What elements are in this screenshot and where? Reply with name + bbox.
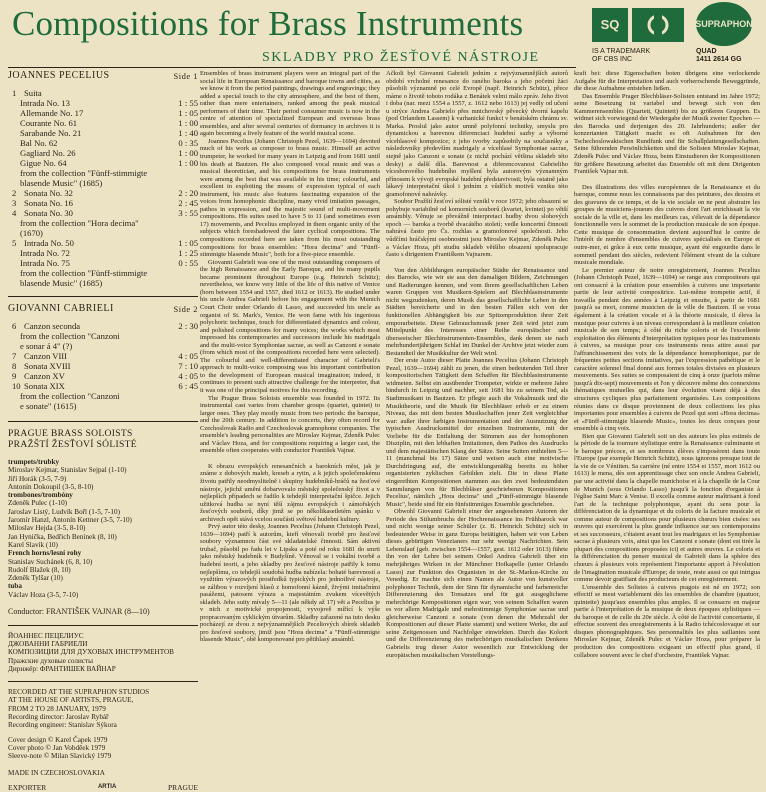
track-name: from the collection "Fünff-stimmigte — [20, 268, 148, 278]
track-duration: 1 : 05 — [178, 238, 198, 248]
performer: Stanislav Suchánek (6, 8, 10) — [8, 557, 93, 566]
track-title — [20, 128, 81, 138]
track-title — [20, 158, 67, 168]
track-number: 3 — [12, 198, 17, 208]
trademark-line1: IS A TRADEMARK — [592, 48, 651, 55]
note-paragraph: Prvý autor této desky, Joannes Pecelius (Johann Christoph Pezel, 1639—1694) patří k autorům, kteří věnovali tvorbě pro žesťové soubory významnou část své skladatelské činnosti. Sám aktivní trubač, působil po řadu let v Lipsku a poté od roku 1681 do smrti jako městský hudebník v Budyšíně. Věnoval se i vokální tvorbě a hudební teorii, a jeho skladby pro žesťové nástroje patřily k tomu nejlepšímu, co tehdejší soudobá hudba nabízela: bohaté barevností a využitím výrazových prostředků typických pro jednotlivé nástroje, se zálibou v rozvíjení hlasů z homofonní kázně, živými imitačními pasážemi, patosem výrazu a majestátním zvukem vícevětých skladeb. Jeho suity mívaly 5—11 (ale někdy až 17) vět a Pecelius je v nich z motivické propojenosti, vyvojově mířící k výše propracovaným cyklickým útvarům. Skladby zařazené na tuto desku pocházejí ze dvou z nejvýznamnějších Peceliových sbírek skladeb pro žesťové soubory, jimiž jsou "Hora decima" a "Fünff-stimmigte blasende Music", obě komponované pro pětihlasý ansámbl. — [200, 523, 380, 644]
side-label: Side 2 — [173, 304, 198, 314]
track-row — [8, 238, 198, 248]
track-row — [8, 371, 198, 381]
track-title — [12, 381, 65, 391]
track-row — [8, 278, 198, 288]
track-name: Sonata No. 32 — [24, 188, 73, 198]
credit-line: КОМПОЗИЦИИ ДЛЯ ДУХОВЫХ ИНСТРУМЕНТОВ — [8, 648, 174, 657]
credit-line: Recording director: Jaroslav Rybář — [8, 713, 109, 722]
performer: Jan Hynička, Bedřich Benínek (8, 10) — [8, 532, 117, 541]
composer-name: GIOVANNI CABRIELI — [8, 303, 114, 314]
track-duration: 1 : 00 — [178, 118, 198, 128]
performer: Miroslav Kejmar, Stanislav Sejpal (1-10) — [8, 466, 127, 475]
track-name: Sonata No. 16 — [24, 198, 73, 208]
performer: Zdeněk Pulec (1-10) — [8, 499, 68, 508]
russian-credits — [8, 632, 198, 673]
track-title — [20, 331, 120, 341]
track-name: Canzon seconda — [24, 321, 81, 331]
track-row — [8, 158, 198, 168]
performer: Jaroslav Listý, Ludvík Bořl (1-5, 7-10) — [8, 507, 120, 516]
trademark-line2: OF CBS INC — [592, 56, 633, 63]
track-row — [8, 178, 198, 188]
note-paragraph: Des illustrations des villes européennes de la Renaissance et du baroque, comme nous les connaissons par des peintures, des dessins et des gravures de ce temps, et de la vie sociale on ne peut abstraire les groupes de musiciens-joueurs des cuivres dont l'art enrichissait la vie sociale de la ville et, dans les meilleurs cas, s'élevait de la dépendance fonctionnelle vers le sommet de la production musicale de son époque. Cette musique de consommation devient aujourd'hui le centre de l'intérêt de nombre d'ensembles de cuivres spécialisés en Europe et outre-mer, et grâce à eux cette musique, ayant été engourdie dans le sommeil pendant des siècles, redevient l'élément vivant de la culture musicale mondiale. — [574, 183, 760, 267]
track-name: Canzon XV — [24, 371, 65, 381]
performers-list — [8, 458, 198, 599]
track-row — [8, 248, 198, 258]
track-duration: 7 : 10 — [178, 361, 198, 371]
track-row — [8, 391, 198, 401]
track-title — [20, 178, 102, 188]
note-paragraph: Soubor Pražští žesťoví sólisté vznikl v roce 1972; jeho obsazení se pohybuje variabilně od komorních souborů (kvartet, kvintet) po větší ansámbly. Věnuje se převážně interpretaci hudby dvou slohových epoch — baroka a tvorbě dvacátého století; vedle koncertní činnosti nahrává často pro Čs. rozhlas a gramofonové společnosti. Jeho vůdčími hráčskými osobnostmi jsou Miroslav Kejmar, Zdeněk Pulec a Václav Hoza, při studiu skladeb většího obsazení spolupracuje často s dirigentem Františkem Vajnarem. — [386, 198, 568, 259]
track-name: Bal No. 62 — [20, 138, 58, 148]
track-row — [8, 341, 198, 351]
track-duration: 1 : 55 — [178, 98, 198, 108]
track-title — [20, 268, 147, 278]
gabrieli-header — [8, 303, 198, 315]
performer: Antonín Dokoupil (3-5, 8-10) — [8, 482, 94, 491]
paragraph-gap — [386, 259, 568, 267]
track-row — [8, 361, 198, 371]
credit-line: Recording engineer: Stanislav Sýkora — [8, 721, 117, 730]
prague-label: PRAGUE — [167, 782, 198, 792]
track-number: 1 — [12, 88, 17, 98]
note-paragraph: Bien que Giovanni Gabrieli soit un des auteurs les plus estimés de la période de la tournure stylistique entre la Renaissance culminante et le baroque précoce, et ses nombreux élèves s'imposèrent dans toute l'Europe (par exemple Heinrich Schütz), nous ignorons presque tout de la vie de ce Vénitien. Sa carrière (né entre 1554 et 1557, mort 1612 ou 1613) le mena, dès son apprentissage chez son oncle Andrea Gabrieli, par une activité dans la chapelle munichoise et à la chapelle de la Cour de Munich (sous Orlando Lasso) jusqu'à la fonction d'organiste à l'église Saint Marc à Venise. Il excella comme auteur maîtrisant à fond l'art de la technique polyphonique, ayant du sens pour la différenciation de la dynamique et du coloris de la facture musicale et comme auteur de compositions pour plusieurs chœurs bien cisées: ses œuvres qui exercèrent la plus grande influence sur ses contemporains et ses successeurs, c'étaient avant tout les madrigaux et les Symphoniae sacrae à plusieurs voix, ainsi que les Canzoni e sonate (dont est tirée la plupart des compositions proposées ici) et autres œuvres. Le coloris et la différenciation du penser musical de Gabrieli dans la sphère des chœurs à plusieurs voix représentent l'importante apport à l'évolution de l'imagination musicale d'Europe; de toute, reste aussi ce qui intrigua comme devoir gratifiant des producteurs de cet enregistrement. — [574, 432, 760, 584]
note-paragraph: Obwohl Giovanni Gabrieli einer der angesehensten Autoren der Periode des Stilumbruchs der Hochrenaissance ins Frühbarock war und nicht wenige seiner Schüler (z. B. Heinrich Schütz) sich in bedeutender Weise in ganz Europa betätigten, haben wir von Leben dieses gebürtigen Venezianers nur sehr wenige Nachrichten. Sein Lebenslauf (geb. zwischen 1554—1557, gest. 1612 oder 1613) führte ihn von der Lehre bei seinem Onkel Andrea Gabrieli über ein mehrjähriges Wirken in der Münchner Hofkapelle (unter Orlando Lasso) zur Funktion des Organisten in der St.-Markus-Kirche zu Venedig. Er machte sich einen Namen als Autor von kunstvoller polyphoner Technik, dem der Sinn für dynamische und farbenreiche Differenzierung des Tonsatzes und für gut ausgeglichene mehrchörige Kompositionen eigen war; von seinem Schaffen waren es vor allem Madrigale und mehrstimmige Symphoniae sacrae und gleicherweise Canzoni e sonate (von denen die Mehrzahl der Kompositionen auf dieser Platte stammt) und weitere Werke, die auf seine Zeitgenossen und Nachfolger einwirkten. Durch das Kolorit und die Differenzierung des mehrchörigen musikalischen Denkens Gabrielis trug dieser Autor wesentlich zur Entwicklung der europäischen musikalischen Vorstellungs- — [386, 508, 568, 659]
conductor: Conductor: FRANTIŠEK VAJNAR (8—10) — [8, 607, 150, 617]
note-paragraph: Ensembles of brass instrument players were an integral part of the social life in European Renaissance and baroque towns and cities, as we know it from the period paintings, drawings and engravings; they added a special touch to the city atmosphere, and the best of them, rather than mere entertainers, ranked among the peak musical performers of their time. Their period consumer music is now in the centre of attention of specialized European and overseas brass ensembles, and after several centuries of dormancy in archives it is again becoming a lively feature of the world musical scene. — [200, 70, 380, 138]
track-title — [20, 228, 43, 238]
track-row — [8, 138, 198, 148]
track-name: Sonata XVIII — [24, 361, 71, 371]
track-row — [8, 258, 198, 268]
instrument-group-head: trombones/trombóny — [8, 491, 73, 500]
header-rule — [8, 67, 576, 68]
credit-line: Пражские духовые солисты — [8, 656, 93, 665]
note-paragraph: L'ensemble des Solistes à cuivres pragois est né en 1972; son effectif se meut variablement dès les ensembles de chambre (quatuor, quintette) jusqu'aux ensembles plus amples. Il se consacre en majeur partie à l'interprétation de la musique de deux époques stylistiques — du baroque et de celle du 20e siècle. À côté de l'activité concertante, il effectue souvent des enregistrements à la Radio tchécoslovaque et sur disques phonographiques. Ses personnalités les plus saillantes sont Miroslav Kejmar, Zdeněk Pulec et Václav Hoza, pour préparer la production des compositions exigeant un effectif plus grand, il collabore souvent avec le chef d'orchestre, František Vajnar. — [574, 583, 760, 659]
performers-title-en: PRAGUE BRASS SOLOISTS — [8, 428, 133, 439]
track-row — [8, 218, 198, 228]
track-row — [8, 148, 198, 158]
track-duration: 4 : 05 — [178, 371, 198, 381]
track-title — [12, 351, 67, 361]
notes-column-3 — [574, 70, 760, 760]
performer: Miloslav Hejda (3-5, 8-10) — [8, 524, 86, 533]
track-duration: 1 : 00 — [178, 158, 198, 168]
track-number: 2 — [12, 188, 17, 198]
track-row — [8, 108, 198, 118]
track-number: 10 — [12, 381, 21, 391]
note-paragraph: Le premier auteur de notre enregistrement, Joannes Pecelius (Johann Christoph Pezel, 1639—1694) se range aux compositeurs qui ont consacré à la création pour ensembles à cuivres une importante partie de leur activité compositrice. Lui-même trompette actif, il travailla pendant des années à Leipzig et ensuite, à partir de 1681 jusqu'à sa mort, comme musicien de la ville de Bautzen. Il se voua également à la création vocale et à la théorie musicale, il éleva la musique pour cuivres à un niveau correspondant à la meilleure création musicale de son temps; à côté du riche coloris et de l'excellente exploitation des éléments d'interprétation typiques pour les instruments à cuivres, sa musique pour ces instruments nous attire aussi par l'affranchissement des voix de la dépendance homophonique, par de fréquentes petites sections imitatives, par l'expression pathétique et le caractère solennel final donné aux formes totales divisées en plusieurs mouvements. Ses suites se composaient de cinq à onze (parfois même jusqu'à dix-sept) mouvements et l'on y découvre même des connexions thématiques mutuelles qui, dans leur évolution visent déjà à des structures cycliques plus parfaitement organisées. Les compositions réunies dans ce disque proviennent de deux collections les plus importantes pour ensembles à cuivres de Pezel qui sont «Hora decima» et «Fünff-stimmigte blasende Music», toutes les deux conçues pour ensemble à cinq voix. — [574, 266, 760, 433]
track-name: from the collection "Fünff-stimmigte — [20, 168, 148, 178]
track-number: 4 — [12, 208, 17, 218]
track-row — [8, 188, 198, 198]
track-duration: 1 : 25 — [178, 248, 198, 258]
paragraph-gap — [574, 176, 760, 184]
track-row — [8, 198, 198, 208]
track-name: Courante No. 61 — [20, 118, 78, 128]
track-title — [20, 248, 70, 258]
track-duration: 2 : 45 — [178, 198, 198, 208]
exporter-label: EXPORTER — [8, 782, 47, 792]
made-in: MADE IN CZECHOSLOVAKIA — [8, 768, 105, 777]
credit-line: AT THE HOUSE OF ARTISTS, PRAGUE, — [8, 696, 134, 705]
credit-line: Cover photo © Jan Vobděek 1979 — [8, 743, 106, 752]
credit-line: RECORDED AT THE SUPRAPHON STUDIOS — [8, 688, 150, 697]
track-name: e sonate" (1615) — [20, 401, 77, 411]
performer: Václav Hoza (3-5, 7-10) — [8, 590, 79, 599]
track-duration: 3 : 55 — [178, 208, 198, 218]
note-paragraph: kraft bei: diese Eigenschaften boten übrigens eine verlockende Aufgabe für die Interpretation und auch vorherrschende Beweggründe, die diese Aufnahme entstehen ließen. — [574, 70, 760, 93]
pecelius-header — [8, 70, 198, 82]
track-title — [12, 208, 73, 218]
note-paragraph: Das Ensemble Prager Blechbläser-Solisten entstand im Jahre 1972; seine Besetzung ist variabel und bewegt sich von den Kammerensembles (Quartett, Quintett) bis zu größeren Gruppen. Es widmet sich vorwiegend der Wiedergabe der Musik zweier Epochen — des Barocks und derjenigen des 20. Jahrhunderts; außer der konzertanten Tätigkeit macht es oft Aufnahmen für den Tschechoslowakischen Rundfunk und für Schallplattengesellschaften. Seine führenden Persönlichkeiten sind die Solisten Miroslav Kejmar, Zdeněk Pulec und Václav Hoza, beim Einstudieren der Kompositionen für größere Besetzung arbeitet das Ensemble oft mit dem Dirigenten František Vajnar mit. — [574, 92, 760, 176]
divider — [8, 296, 198, 297]
track-title — [12, 188, 73, 198]
performer: Rudolf Blažek (8, 10) — [8, 565, 71, 574]
track-name: Suita — [24, 88, 42, 98]
track-duration: 4 : 05 — [178, 351, 198, 361]
tracklist-column — [8, 70, 198, 792]
note-paragraph: Der erste Autor dieser Platte Joannes Pecelius (Johann Christoph Pezel, 1639—1694) zählt zu jenen, die einen bedeutenden Teil ihrer kompositorischen Tätigkeit dem Schaffen für Blechblasinstrumente widmeten. Selbst ein ausübender Trompeter, wirkte er mehrere Jahre hindurch in Leipzig und nachher, seit 1681 bis zu seinem Tod, als Stadtmusikant in Bautzen. Er pflegte auch die Vokalmusik und die Musiktheorie, und die Musik für Blechbläser erhob er zu einem Niveau, das mit dem besten Musikschaffen jener Zeit vergleichbar war: außer ihrer farbigen Instrumentation und der Ausnutzung der typischen Ausdrucksmittel der einzelnen Instrumente, mit der Vorliebe für die Entfaltung der Stimmen aus der homophonen Disziplin, mit den lebhaften Imitationen, dem Pathos des Ausdrucks und dem majestätischen Klang der Sätze. Seine Suiten enthielten 5—11 (manchmal bis 17) Sätze und weisen auch eine motivische Durchdringung auf, die entwicklungsmäßig bereits zu höher organisierten zyklischen Gebilden zielt. Die in diese Platte eingereihten Kompositionen stammen aus den zwei bedeutendsten Sammlungen von für Blechbläser geschriebenen Kompositionen Pecelius', nämlich „Hora decima" und „Fünff-stimmigte blasende Music", beide sind für ein fünfstimmiges Ensemble geschrieben. — [386, 357, 568, 508]
track-title — [20, 391, 120, 401]
pecelius-tracklist — [8, 88, 198, 288]
track-title — [20, 118, 77, 128]
album-title: Compositions for Brass Instruments — [12, 4, 524, 43]
track-name: Canzon VIII — [24, 351, 68, 361]
track-row — [8, 268, 198, 278]
track-name: Intrada No. 75 — [20, 258, 70, 268]
notes-column-2 — [386, 70, 568, 760]
track-number: 9 — [12, 371, 17, 381]
album-subtitle: SKLADBY PRO ŽESŤOVÉ NÁSTROJE — [262, 50, 540, 65]
recording-credits — [8, 688, 198, 729]
note-paragraph: Von den Abbildungen europäischer Städte der Renaissance und des Barocks, wie wir sie aus den damaligen Bildern, Zeichnungen und Radierungen kennen, und vom ihrem gesellschaftlichen Leben waren Gruppen von Musikern-Spielern auf Blechblasinstrumente nicht wegzudenken, deren Musik das gesellschaftliche Leben in den Städten bereicherte und in den besten Fällen sich von der funktionellen Abhängigkeit bis zur Spitzenproduktion ihrer Zeit emporarbeitete. Diese Gebrauchsmusik jener Zeit wird jetzt zum Mittelpunkt des Interesses einer Reihe europäischer und überseeischer Blechinstrumenten-Ensembles, dank denen sie nach mehrhundertjährigem Schlaf im Dunkel der Archive jetzt wieder zum Bestandteil der Musikkultur der Welt wird. — [386, 266, 568, 357]
paragraph-gap — [200, 455, 380, 463]
performers-title-cz: PRAŽŠTÍ ŽESŤOVÍ SÓLISTÉ — [8, 439, 137, 450]
track-name: Intrada No. 50 — [24, 238, 74, 248]
track-title — [12, 371, 65, 381]
track-duration: 0 : 55 — [178, 258, 198, 268]
sq-logo: SQ — [592, 8, 628, 42]
track-name: Intrada No. 72 — [20, 248, 70, 258]
credit-line: ДЖОВАННИ ГАБРИЕЛИ — [8, 639, 88, 648]
supraphon-logo: SUPRAPHON — [696, 2, 752, 46]
logo-block — [592, 2, 762, 68]
track-row — [8, 401, 198, 411]
track-row — [8, 381, 198, 391]
track-title — [12, 198, 73, 208]
track-title — [20, 138, 57, 148]
track-row — [8, 351, 198, 361]
instrument-group-head: trumpets/trubky — [8, 458, 60, 466]
track-number: 5 — [12, 238, 17, 248]
track-row — [8, 128, 198, 138]
credit-line: FROM 2 TO 28 JANUARY, 1979 — [8, 704, 106, 713]
track-name: from the collection "Canzoni — [20, 331, 120, 341]
track-title — [20, 108, 83, 118]
track-title — [12, 88, 42, 98]
track-name: blasende Music" (1685) — [20, 278, 103, 288]
track-name: Intrada No. 13 — [20, 98, 70, 108]
exporter-line — [8, 783, 198, 792]
performer: Jiří Horák (3-5, 7-9) — [8, 474, 67, 483]
track-name: Sonata No. 30 — [24, 208, 73, 218]
track-name: Gigue No. 64 — [20, 158, 67, 168]
track-row — [8, 321, 198, 331]
divider — [8, 421, 198, 422]
track-title — [12, 238, 74, 248]
catalog-number: 1411 2614 GG — [696, 56, 742, 63]
track-number: 7 — [12, 351, 17, 361]
track-row — [8, 88, 198, 98]
track-title — [20, 98, 70, 108]
divider — [8, 681, 198, 682]
track-name: Sarabande No. 21 — [20, 128, 82, 138]
track-title — [20, 168, 147, 178]
instrument-group-head: French horns/lesní rohy — [8, 549, 82, 558]
track-title — [20, 401, 77, 411]
track-row — [8, 208, 198, 218]
track-title — [12, 361, 71, 371]
credit-line: ЙОАННЕС ПЕЦЕЛИУС — [8, 631, 84, 640]
performer: Zdeněk Tylšar (10) — [8, 574, 63, 583]
track-title — [20, 341, 72, 351]
instrument-group-head: tuba — [8, 582, 22, 591]
note-paragraph: The Prague Brass Soloists ensemble was founded in 1972. Its instrumental cast varies from chamber groups (quartet, quintet) to larger ones. They play mostly music from two periods: the baroque, and the 20th century. In addition to concerts, they often record for Czechoslovak Radio and Czechoslovak gramophone companies. The ensemble's leading personalities are Miroslav Kejmar, Zdeněk Pulec and Václav Hoza, and for compositions requiring a larger cast, the ensemble often cooperates with conductor František Vajnar. — [200, 394, 380, 455]
quad-logo — [632, 8, 684, 42]
track-title — [20, 218, 139, 228]
track-number: 8 — [12, 361, 17, 371]
track-name: Gagliard No. 26 — [20, 148, 76, 158]
credit-line: Дирижёр: ФРАНТИШЕК ВАЙНАР — [8, 664, 116, 673]
artia-logo: ARTIA — [97, 783, 117, 790]
performer: Jaromír Hanzl, Antonín Kettner (3-5, 7-10) — [8, 516, 132, 525]
track-row — [8, 168, 198, 178]
track-duration: 1 : 05 — [178, 108, 198, 118]
track-duration: 2 : 20 — [178, 188, 198, 198]
quad-label: QUAD — [696, 48, 717, 55]
performer: Karel Slavík (10) — [8, 540, 58, 549]
credit-line: Sleeve-note © Milan Slavický 1979 — [8, 752, 112, 761]
track-title — [20, 258, 70, 268]
track-title — [20, 148, 76, 158]
design-credits — [8, 736, 198, 761]
track-name: blasende Music" (1685) — [20, 178, 103, 188]
track-name: from the collection "Canzoni — [20, 391, 120, 401]
note-paragraph: Joannes Pecelius (Johann Christoph Pezel, 1639—1694) devoted much of his work as composer to brass music. Himself an active trumpeter, he worked for many years in Leipzig and from 1681 until his death at Bautzen. He also composed vocal music and was a musical theoretician, and his compositions for brass instruments were among the best that was available in his time; colourful, and excellent in exploiting the means of expression typical of each instrument, his music also features fascinating expansion of the voices from homophonic discipline, many vivid imitation passages, pathos in expression, and the majestic sound of multi-movement compositions. His suites used to have 5 to 11 (and sometimes even 17) movements, and Pecelius employed in them organic unity of the subjects which foreshadowed the later cyclical compositions. The compositions recorded here are taken from his most outstanding compositions for brass ensembles: "Hora decima" and "Fünff-stimmigte blasende Music", both for a five-piece ensemble. — [200, 137, 380, 259]
track-duration: 1 : 00 — [178, 148, 198, 158]
track-name: from the collection "Hora decima" — [20, 218, 139, 228]
track-name: e sonar á 4" (?) — [20, 341, 73, 351]
track-row — [8, 118, 198, 128]
gabrieli-tracklist — [8, 321, 198, 411]
track-name: (1670) — [20, 228, 43, 238]
composer-name: JOANNES PECELIUS — [8, 70, 110, 81]
note-paragraph: K obrazu evropských renesančních a barokních měst, jak je známe z dobových maleb, kreseb a rytin, a k jejich společenskému životu patřily neodmyslitelně i skupiny hudebníků-hráčů na žesťové nástroje, jejichž umění dobarvovalo městský společenský život a v nejlepších případech se řadilo k tehdejší interpretační špičce. Jejich užitková hudba se nyní těší zájmu evropských i zámořských žesťových souborů, díky jimž se po několikasetletém spánku v archivech opět stává vcelou součástí světové hudební kultury. — [200, 462, 380, 523]
track-title — [20, 278, 102, 288]
note-paragraph: Giovanni Gabrieli was one of the most outstanding composers of the high Renaissance and the Early Baroque, and his many pupils became prominent throughout Europe (e.g. Heinrich Schütz); nevertheless, we know very little of the life of this native of Venice (born between 1554 and 1557, died 1612 or 1613). He studied under his uncle Andrea Gabrieli before his engagement with the Munich Court Choir under Orlando di Lasso, and succeeded his uncle as organist of St. Mark's, Venice. He won fame with his ingenious polychoric technique, touch for differentiated dynamics and colour, and polished compositions for many voices; the works which most impressed his contemporaries and successors include his madrigals and the multi-voice Symphoniae sacrae, as well as Canzoni e sonate (from which most of the compositions recorded here were selected). The colourful and well-differentiated character of Gabrieli's approach to multi-voice composing was his important contribution to the development of European musical imagination; indeed, it continues to present such attractive challenge for the interpreter, that it was one of the principal motives for this recording. — [200, 258, 380, 394]
track-duration: 0 : 35 — [178, 138, 198, 148]
track-duration: 1 : 40 — [178, 128, 198, 138]
side-label: Side 1 — [173, 71, 198, 81]
notes-column-1 — [200, 70, 380, 760]
track-number: 6 — [12, 321, 17, 331]
credit-line: Cover design © Karel Čapek 1979 — [8, 735, 108, 744]
track-title — [12, 321, 80, 331]
quad-arrows-icon — [638, 12, 678, 38]
note-paragraph: Ačkoli byl Giovanni Gabrieli jedním z nejvýznamnějších autorů období vrcholné renesance do raného baroka a jeho početní žáci působili významně po celé Evropě (např. Heinrich Schütz), přece máme o životě tohoto rodáka z Benátek velmi málo zpráv. Jeho život i doba (nar. mezi 1554 a 1557, z. 1612 nebo 1613) jej vedly od učení u strýce Andrea Gabrielo přes mnichovský pěvecký dvorní kapelu (pod Orlandem Lassem) k varhanické funkci v benátském chrámu sv. Marka. Proslul jako autor umně polyfonní techniky, smyslu pro dynamickou a barevnou diferenciaci hudební sazby a výborné vícehlasové kompozice; z jeho tvorby zapůsobily na současníky a následovníky především madrigaly a vícehlasé Symphoniae sacrae, stejně jako Canzoni e sonate (z nichž pochází většina skladeb této desky) a další díla. Barevnost a diferencovanost Gabrieliho vícesborového hudebního myšlení byla autorovým významným přínosem k vývoji evropské hudební představivosti; byla ostatně jako lákavý interpretační úkol i jedním z vůdčích motivů vzniku této gramofonové nahrávky. — [386, 70, 568, 198]
track-duration: 2 : 30 — [178, 321, 198, 331]
track-name: Sonata XIX — [24, 381, 65, 391]
divider — [8, 625, 198, 626]
track-duration: 6 : 45 — [178, 381, 198, 391]
track-name: Allemande No. 17 — [20, 108, 84, 118]
track-row — [8, 331, 198, 341]
track-row — [8, 98, 198, 108]
track-row — [8, 228, 198, 238]
